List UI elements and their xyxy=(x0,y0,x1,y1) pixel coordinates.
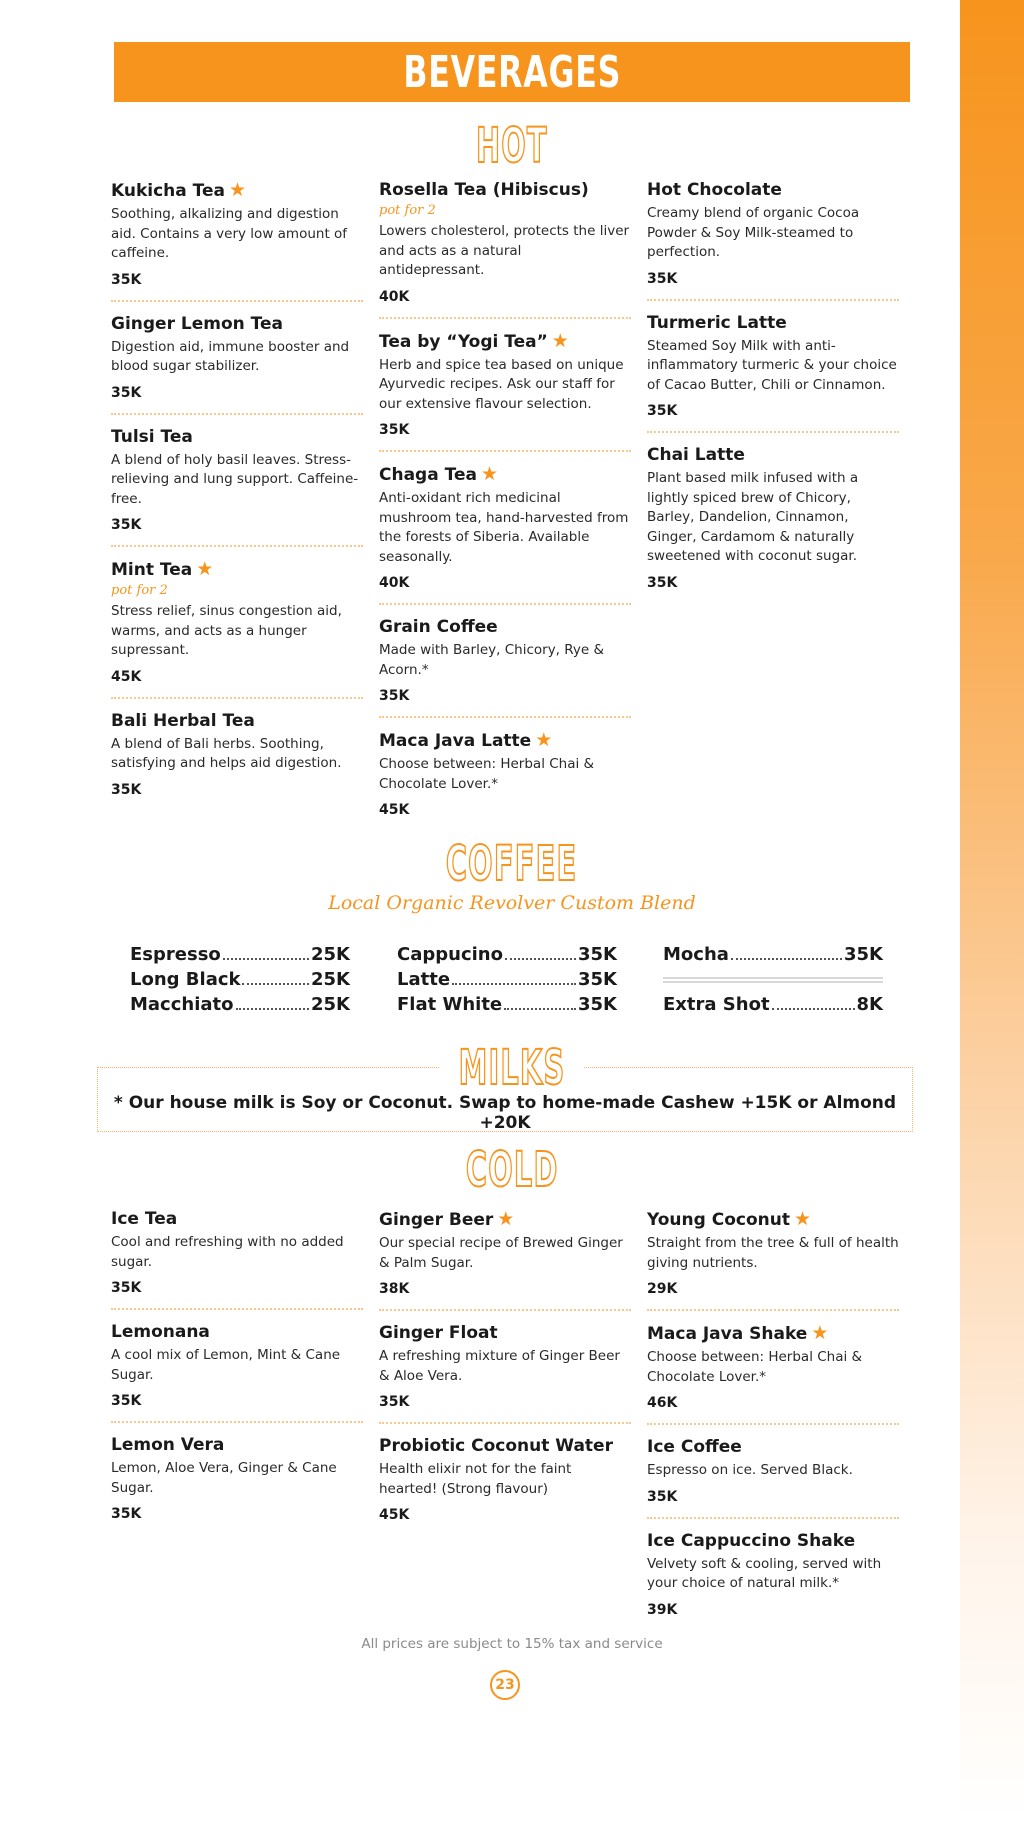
item-price: 39K xyxy=(647,1601,678,1618)
item-name: Kukicha Tea ★ xyxy=(111,179,247,201)
menu-item-maca-java-latte xyxy=(379,728,631,830)
menu-item-lemon-vera xyxy=(111,1433,363,1534)
star-icon: ★ xyxy=(480,463,498,485)
item-name: Grain Coffee xyxy=(379,617,498,637)
coffee-item-espresso xyxy=(130,942,350,967)
hot-section-title: HOT xyxy=(476,118,548,174)
item-description: Choose between: Herbal Chai & Chocolate Lover.* xyxy=(647,1349,863,1385)
item-name: Chaga Tea ★ xyxy=(379,463,498,485)
item-name: Probiotic Coconut Water xyxy=(379,1436,613,1456)
coffee-name: Long Black xyxy=(130,969,241,990)
tax-footnote: All prices are subject to 15% tax and service xyxy=(361,1636,663,1652)
coffee-price: 8K xyxy=(856,994,883,1015)
item-description: Velvety soft & cooling, served with your choice of natural milk.* xyxy=(647,1555,882,1591)
dot-leader xyxy=(772,1008,855,1010)
menu-item-ginger-beer xyxy=(379,1207,631,1311)
hot-column-1 xyxy=(111,178,363,820)
dot-leader xyxy=(223,958,309,960)
item-description: Creamy blend of organic Cocoa Powder & Soy Milk-steamed to perfection. xyxy=(647,205,860,260)
hot-column-2 xyxy=(379,178,631,840)
coffee-column-3 xyxy=(663,942,883,1017)
item-name: Ginger Lemon Tea xyxy=(111,313,284,334)
coffee-section-title: COFFEE xyxy=(446,836,578,892)
star-icon: ★ xyxy=(811,1322,829,1344)
item-name: Mint Tea ★ xyxy=(111,558,214,580)
item-name: Turmeric Latte xyxy=(647,312,787,333)
item-price: 35K xyxy=(379,422,410,438)
menu-item-lemonana xyxy=(111,1320,363,1423)
star-icon: ★ xyxy=(229,179,247,201)
item-price: 46K xyxy=(647,1395,678,1411)
item-description: Health elixir not for the faint hearted! (Strong flavour) xyxy=(379,1461,572,1497)
item-description: Espresso on ice. Served Black. xyxy=(647,1462,853,1478)
menu-item-bali-herbal-tea xyxy=(111,709,363,810)
item-description: A cool mix of Lemon, Mint & Cane Sugar. xyxy=(111,1347,341,1383)
dot-leader xyxy=(505,958,576,960)
coffee-price: 25K xyxy=(311,944,350,965)
star-icon: ★ xyxy=(793,1208,812,1230)
item-price: 35K xyxy=(111,781,142,798)
menu-item-tea-by-yogi-tea xyxy=(379,329,631,453)
coffee-name: Mocha xyxy=(663,944,729,965)
item-description: Soothing, alkalizing and digestion aid. Contains a very low amount of caffeine. xyxy=(111,206,348,261)
menu-item-kukicha-tea xyxy=(111,178,363,302)
dot-leader xyxy=(731,958,842,960)
pot-for-2-label: pot for 2 xyxy=(111,583,168,598)
item-description: A refreshing mixture of Ginger Beer & Aloe Vera. xyxy=(379,1348,620,1384)
item-price: 38K xyxy=(379,1281,410,1297)
item-name: Young Coconut ★ xyxy=(647,1208,812,1230)
menu-item-mint-tea xyxy=(111,557,363,699)
item-description: Cool and refreshing with no added sugar. xyxy=(111,1234,344,1270)
menu-item-ginger-lemon-tea xyxy=(111,312,363,415)
beverages-banner xyxy=(114,42,910,102)
coffee-name: Latte xyxy=(397,969,451,990)
coffee-item-macchiato xyxy=(130,992,350,1017)
page-title: BEVERAGES xyxy=(403,46,621,98)
item-price: 45K xyxy=(379,802,410,818)
hot-column-3 xyxy=(647,178,899,613)
item-description: Straight from the tree & full of health giving nutrients. xyxy=(647,1235,899,1271)
item-price: 35K xyxy=(379,1394,410,1410)
item-description: A blend of Bali herbs. Soothing, satisfying and helps aid digestion. xyxy=(111,735,342,771)
star-icon: ★ xyxy=(497,1208,515,1230)
coffee-name: Extra Shot xyxy=(663,994,770,1015)
coffee-item-flat-white xyxy=(397,992,617,1017)
item-price: 45K xyxy=(111,668,142,685)
menu-item-chaga-tea xyxy=(379,462,631,605)
menu-item-rosella-tea-hibiscus xyxy=(379,178,631,319)
item-name: Tea by “Yogi Tea” ★ xyxy=(379,329,569,352)
coffee-name: Cappucino xyxy=(397,944,503,965)
menu-item-ice-coffee xyxy=(647,1435,899,1519)
coffee-price: 25K xyxy=(311,994,350,1015)
page-number: 23 xyxy=(490,1670,520,1700)
dot-leader xyxy=(236,1008,310,1010)
coffee-price: 35K xyxy=(578,944,617,965)
item-name: Tulsi Tea xyxy=(111,426,193,447)
star-icon: ★ xyxy=(196,558,214,580)
item-price: 35K xyxy=(647,1488,678,1505)
coffee-price: 25K xyxy=(311,969,350,990)
item-name: Chai Latte xyxy=(647,445,745,465)
cold-column-3 xyxy=(647,1207,899,1640)
item-price: 35K xyxy=(647,403,678,419)
menu-item-ginger-float xyxy=(379,1321,631,1424)
coffee-price: 35K xyxy=(578,969,617,990)
coffee-name: Flat White xyxy=(397,994,503,1015)
item-price: 40K xyxy=(379,575,410,591)
cold-section-title: COLD xyxy=(465,1142,559,1198)
item-name: Hot Chocolate xyxy=(647,180,782,200)
menu-item-maca-java-shake xyxy=(647,1321,899,1425)
item-price: 40K xyxy=(379,288,410,305)
item-description: Lowers cholesterol, protects the liver and acts as a natural antidepressant. xyxy=(379,223,630,278)
item-description: Our special recipe of Brewed Ginger & Palm Sugar. xyxy=(379,1235,623,1271)
item-description: Digestion aid, immune booster and blood sugar stabilizer. xyxy=(111,338,350,374)
cold-column-2 xyxy=(379,1207,631,1545)
coffee-price: 35K xyxy=(578,994,617,1015)
item-name: Ginger Float xyxy=(379,1323,498,1343)
item-description: Steamed Soy Milk with anti-inflammatory turmeric & your choice of Cacao Butter, Chili or Cinnamon. xyxy=(647,337,897,393)
dot-leader xyxy=(242,983,309,985)
item-description: Lemon, Aloe Vera, Ginger & Cane Sugar. xyxy=(111,1460,337,1496)
menu-item-hot-chocolate xyxy=(647,178,899,301)
coffee-column-2 xyxy=(397,942,617,1017)
menu-item-grain-coffee xyxy=(379,615,631,718)
item-price: 35K xyxy=(111,1506,142,1522)
item-price: 35K xyxy=(647,270,678,287)
item-name: Ice Tea xyxy=(111,1209,178,1229)
item-description: Stress relief, sinus congestion aid, warms, and acts as a hunger supressant. xyxy=(111,603,342,658)
cold-column-1 xyxy=(111,1207,363,1544)
item-name: Ice Coffee xyxy=(647,1437,742,1457)
dot-leader xyxy=(504,1008,576,1010)
item-name: Rosella Tea (Hibiscus) xyxy=(379,180,589,200)
menu-item-turmeric-latte xyxy=(647,311,899,434)
milks-note: * Our house milk is Soy or Coconut. Swap to home-made Cashew +15K or Almond +20K xyxy=(113,1093,897,1133)
item-description: Herb and spice tea based on unique Ayurvedic recipes. Ask our staff for our extensive flavour selection. xyxy=(379,356,624,412)
item-name: Lemon Vera xyxy=(111,1435,225,1455)
menu-item-ice-tea xyxy=(111,1207,363,1310)
coffee-name: Macchiato xyxy=(130,994,234,1015)
item-description: Choose between: Herbal Chai & Chocolate Lover.* xyxy=(379,756,595,792)
coffee-price: 35K xyxy=(844,944,883,965)
menu-item-tulsi-tea xyxy=(111,425,363,548)
coffee-item-cappucino xyxy=(397,942,617,967)
item-name: Lemonana xyxy=(111,1322,210,1342)
star-icon: ★ xyxy=(551,329,569,352)
coffee-column-1 xyxy=(130,942,350,1017)
item-description: A blend of holy basil leaves. Stress-relieving and lung support. Caffeine-free. xyxy=(111,451,359,507)
item-price: 45K xyxy=(379,1507,410,1523)
item-name: Maca Java Latte ★ xyxy=(379,729,553,751)
item-price: 35K xyxy=(111,1393,142,1409)
divider xyxy=(663,967,883,992)
item-description: Made with Barley, Chicory, Rye & Acorn.* xyxy=(379,642,605,678)
item-price: 35K xyxy=(647,574,678,591)
item-description: Plant based milk infused with a lightly spiced brew of Chicory, Barley, Dandelion, Cinnamon, Ginger, Cardamom & naturally sweetened with coconut sugar. xyxy=(647,470,859,564)
dot-leader xyxy=(452,983,576,985)
pot-for-2-label: pot for 2 xyxy=(379,203,436,218)
item-price: 35K xyxy=(111,1280,142,1296)
item-price: 35K xyxy=(111,517,142,533)
item-price: 35K xyxy=(379,688,410,704)
coffee-item-extra-shot xyxy=(663,992,883,1017)
menu-item-young-coconut xyxy=(647,1207,899,1311)
menu-item-probiotic-coconut-water xyxy=(379,1434,631,1535)
menu-item-chai-latte xyxy=(647,443,899,603)
item-name: Maca Java Shake ★ xyxy=(647,1322,829,1344)
item-name: Bali Herbal Tea xyxy=(111,710,255,731)
coffee-subtitle: Local Organic Revolver Custom Blend xyxy=(328,892,696,914)
coffee-name: Espresso xyxy=(130,944,221,965)
coffee-item-mocha xyxy=(663,942,883,967)
item-price: 35K xyxy=(111,271,142,288)
coffee-item-long-black xyxy=(130,967,350,992)
item-price: 35K xyxy=(111,384,142,401)
item-description: Anti-oxidant rich medicinal mushroom tea, hand-harvested from the forests of Siberia. Available seasonally. xyxy=(379,490,629,565)
milks-section-title: MILKS xyxy=(458,1040,566,1096)
item-name: Ice Cappuccino Shake xyxy=(647,1530,856,1551)
item-price: 29K xyxy=(647,1281,678,1297)
item-name: Ginger Beer ★ xyxy=(379,1208,515,1230)
coffee-item-latte xyxy=(397,967,617,992)
star-icon: ★ xyxy=(535,729,553,751)
menu-item-ice-cappuccino-shake xyxy=(647,1529,899,1630)
